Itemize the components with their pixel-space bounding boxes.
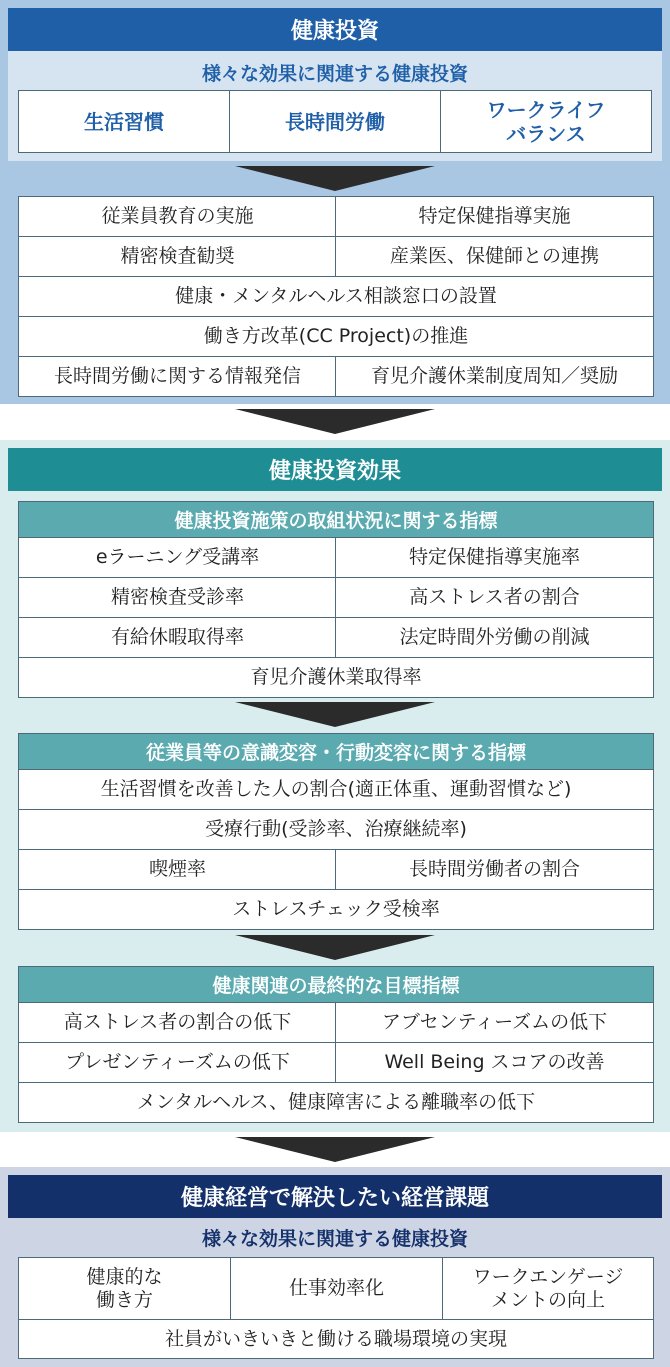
section3-subtitle: 様々な効果に関連する健康投資	[201, 1227, 468, 1250]
metric-detailed-exam-rate: 精密検査受診率	[18, 577, 337, 618]
measure-health-guidance: 特定保健指導実施	[335, 196, 654, 237]
group2-title: 従業員等の意識変容・行動変容に関する指標	[145, 742, 526, 764]
measure-childcare-leave: 育児介護休業制度周知／奨励	[335, 356, 654, 397]
section1-subtitle: 様々な効果に関連する健康投資	[201, 62, 468, 85]
metric-smoking-rate: 喫煙率	[18, 849, 337, 890]
section1-header	[8, 8, 662, 51]
metric-lifestyle-improvement: 生活習慣を改善した人の割合(適正体重、運動習慣など)	[18, 769, 654, 810]
issue-healthy-work-style: 健康的な 働き方	[18, 1257, 231, 1320]
issue-work-efficiency: 仕事効率化	[230, 1257, 443, 1320]
category-long-hours: 長時間労働	[229, 90, 441, 153]
section3-header	[8, 1175, 662, 1218]
goal-wellbeing-score: Well Being スコアの改善	[335, 1042, 654, 1083]
arrow-down-icon	[235, 935, 435, 960]
metric-long-hours-ratio: 長時間労働者の割合	[335, 849, 654, 890]
group3-header	[18, 966, 654, 1003]
group3-title: 健康関連の最終的な目標指標	[212, 975, 460, 997]
section1-subtitle-row	[8, 55, 662, 89]
arrow-down-icon	[235, 166, 435, 191]
measure-work-style-reform: 働き方改革(CC Project)の推進	[18, 316, 654, 357]
goal-absenteeism-reduction: アブセンティーズムの低下	[335, 1002, 654, 1043]
issue-workplace-environment: 社員がいきいきと働ける職場環境の実現	[18, 1319, 654, 1359]
arrow-down-icon	[235, 1137, 435, 1162]
goal-presenteeism-reduction: プレゼンティーズムの低下	[18, 1042, 337, 1083]
arrow-down-icon	[235, 702, 435, 727]
goal-turnover-reduction: メンタルヘルス、健康障害による離職率の低下	[18, 1082, 654, 1123]
metric-paid-leave-rate: 有給休暇取得率	[18, 617, 337, 658]
group1-title: 健康投資施策の取組状況に関する指標	[174, 510, 498, 532]
section-investment-effects	[0, 440, 670, 1132]
metric-stress-check-rate: ストレスチェック受検率	[18, 889, 654, 930]
metric-high-stress-ratio: 高ストレス者の割合	[335, 577, 654, 618]
metric-health-guidance-rate: 特定保健指導実施率	[335, 537, 654, 578]
section-health-investment	[0, 0, 670, 404]
issue-work-engagement: ワークエンゲージ メントの向上	[442, 1257, 654, 1320]
section2-header	[8, 448, 662, 491]
goal-high-stress-reduction: 高ストレス者の割合の低下	[18, 1002, 337, 1043]
metric-childcare-leave-rate: 育児介護休業取得率	[18, 657, 654, 698]
arrow-down-icon	[235, 409, 435, 434]
section2-title: 健康投資効果	[268, 459, 401, 484]
section-management-issues	[0, 1167, 670, 1367]
measure-long-hours-info: 長時間労働に関する情報発信	[18, 356, 337, 397]
section3-title: 健康経営で解決したい経営課題	[180, 1186, 489, 1211]
measure-detailed-exam: 精密検査勧奨	[18, 236, 337, 277]
category-lifestyle: 生活習慣	[18, 90, 230, 153]
section1-subpanel	[8, 51, 662, 161]
measure-occupational-physician: 産業医、保健師との連携	[335, 236, 654, 277]
metric-elearning-rate: eラーニング受講率	[18, 537, 337, 578]
metric-treatment-behavior: 受療行動(受診率、治療継続率)	[18, 809, 654, 850]
group1-header	[18, 501, 654, 538]
metric-overtime-reduction: 法定時間外労働の削減	[335, 617, 654, 658]
measure-employee-education: 従業員教育の実施	[18, 196, 337, 237]
category-work-life-balance: ワークライフ バランス	[440, 90, 652, 153]
section3-subtitle-row	[8, 1220, 662, 1254]
section1-title: 健康投資	[290, 19, 379, 44]
group2-header	[18, 733, 654, 770]
measure-consultation-desk: 健康・メンタルヘルス相談窓口の設置	[18, 276, 654, 317]
